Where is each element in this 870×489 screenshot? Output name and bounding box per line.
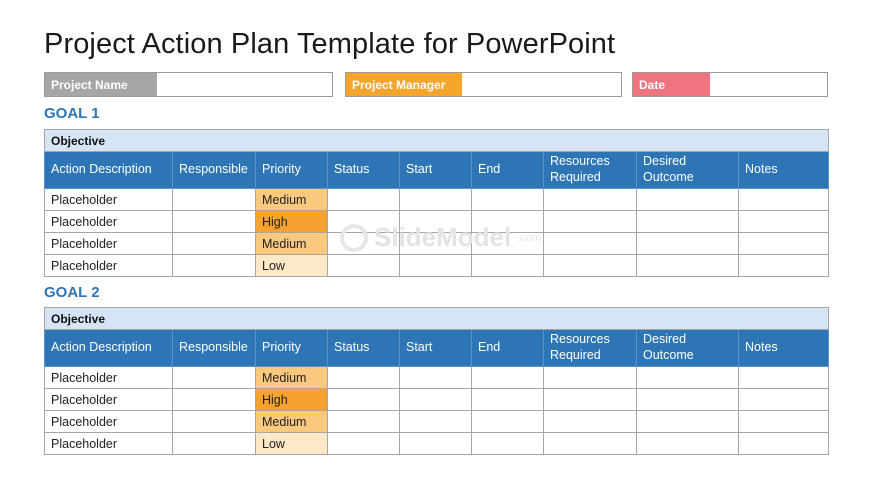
- date-input[interactable]: [710, 73, 827, 96]
- notes-cell[interactable]: [739, 367, 829, 389]
- goal-2-table: [44, 307, 829, 455]
- project-manager-input[interactable]: [462, 73, 621, 96]
- priority-cell[interactable]: High: [256, 211, 328, 233]
- action-cell[interactable]: Placeholder: [45, 367, 173, 389]
- resources-cell[interactable]: [544, 211, 637, 233]
- responsible-cell[interactable]: [173, 367, 256, 389]
- col-responsible: Responsible: [173, 152, 256, 189]
- responsible-cell[interactable]: [173, 433, 256, 455]
- col-end: End: [472, 152, 544, 189]
- resources-cell[interactable]: [544, 389, 637, 411]
- table-row: [45, 389, 829, 411]
- outcome-cell[interactable]: [637, 233, 739, 255]
- outcome-cell[interactable]: [637, 389, 739, 411]
- col-action-description: Action Description: [45, 330, 173, 367]
- table-row: [45, 233, 829, 255]
- table-row: [45, 367, 829, 389]
- goal-1-title: GOAL 1: [44, 105, 100, 122]
- date-label: Date: [633, 73, 710, 96]
- table-row: [45, 255, 829, 277]
- col-start: Start: [400, 330, 472, 367]
- notes-cell[interactable]: [739, 255, 829, 277]
- start-cell[interactable]: [400, 233, 472, 255]
- start-cell[interactable]: [400, 411, 472, 433]
- status-cell[interactable]: [328, 411, 400, 433]
- responsible-cell[interactable]: [173, 255, 256, 277]
- end-cell[interactable]: [472, 389, 544, 411]
- col-priority: Priority: [256, 152, 328, 189]
- date-field[interactable]: [632, 72, 828, 97]
- responsible-cell[interactable]: [173, 411, 256, 433]
- end-cell[interactable]: [472, 411, 544, 433]
- notes-cell[interactable]: [739, 411, 829, 433]
- watermark-text: SlideModel: [374, 222, 512, 252]
- project-name-label: Project Name: [45, 73, 157, 96]
- action-cell[interactable]: Placeholder: [45, 255, 173, 277]
- status-cell[interactable]: [328, 433, 400, 455]
- table-row: [45, 211, 829, 233]
- responsible-cell[interactable]: [173, 233, 256, 255]
- priority-cell[interactable]: Medium: [256, 233, 328, 255]
- end-cell[interactable]: [472, 211, 544, 233]
- start-cell[interactable]: [400, 389, 472, 411]
- start-cell[interactable]: [400, 255, 472, 277]
- notes-cell[interactable]: [739, 211, 829, 233]
- action-cell[interactable]: Placeholder: [45, 411, 173, 433]
- notes-cell[interactable]: [739, 433, 829, 455]
- end-cell[interactable]: [472, 433, 544, 455]
- table-row: [45, 411, 829, 433]
- resources-cell[interactable]: [544, 411, 637, 433]
- end-cell[interactable]: [472, 233, 544, 255]
- col-resources-required: Resources Required: [544, 330, 637, 367]
- col-action-description: Action Description: [45, 152, 173, 189]
- status-cell[interactable]: [328, 367, 400, 389]
- outcome-cell[interactable]: [637, 433, 739, 455]
- resources-cell[interactable]: [544, 255, 637, 277]
- priority-cell[interactable]: Medium: [256, 411, 328, 433]
- action-cell[interactable]: Placeholder: [45, 189, 173, 211]
- project-manager-label: Project Manager: [346, 73, 462, 96]
- goal-1-objective: Objective: [45, 130, 829, 152]
- responsible-cell[interactable]: [173, 189, 256, 211]
- notes-cell[interactable]: [739, 233, 829, 255]
- goal-1-table: [44, 129, 829, 277]
- col-notes: Notes: [739, 330, 829, 367]
- start-cell[interactable]: [400, 367, 472, 389]
- end-cell[interactable]: [472, 189, 544, 211]
- goal-1-header-row: [45, 152, 829, 189]
- watermark-suffix: .com: [517, 231, 542, 244]
- col-end: End: [472, 330, 544, 367]
- start-cell[interactable]: [400, 211, 472, 233]
- status-cell[interactable]: [328, 233, 400, 255]
- col-status: Status: [328, 330, 400, 367]
- priority-cell[interactable]: Medium: [256, 189, 328, 211]
- project-name-input[interactable]: [157, 73, 332, 96]
- start-cell[interactable]: [400, 189, 472, 211]
- col-resources-required: Resources Required: [544, 152, 637, 189]
- goal-2-title: GOAL 2: [44, 284, 100, 301]
- notes-cell[interactable]: [739, 189, 829, 211]
- outcome-cell[interactable]: [637, 255, 739, 277]
- goal-2-header-row: [45, 330, 829, 367]
- outcome-cell[interactable]: [637, 211, 739, 233]
- priority-cell[interactable]: High: [256, 389, 328, 411]
- outcome-cell[interactable]: [637, 411, 739, 433]
- status-cell[interactable]: [328, 211, 400, 233]
- outcome-cell[interactable]: [637, 189, 739, 211]
- status-cell[interactable]: [328, 389, 400, 411]
- status-cell[interactable]: [328, 189, 400, 211]
- action-cell[interactable]: Placeholder: [45, 233, 173, 255]
- action-cell[interactable]: Placeholder: [45, 389, 173, 411]
- slide-title: Project Action Plan Template for PowerPoint: [44, 28, 616, 60]
- col-status: Status: [328, 152, 400, 189]
- table-row: [45, 433, 829, 455]
- status-cell[interactable]: [328, 255, 400, 277]
- goal-2-objective: Objective: [45, 308, 829, 330]
- action-cell[interactable]: Placeholder: [45, 211, 173, 233]
- project-name-field[interactable]: [44, 72, 333, 97]
- resources-cell[interactable]: [544, 233, 637, 255]
- priority-cell[interactable]: Low: [256, 433, 328, 455]
- outcome-cell[interactable]: [637, 367, 739, 389]
- col-responsible: Responsible: [173, 330, 256, 367]
- priority-cell[interactable]: Low: [256, 255, 328, 277]
- notes-cell[interactable]: [739, 389, 829, 411]
- resources-cell[interactable]: [544, 433, 637, 455]
- col-priority: Priority: [256, 330, 328, 367]
- end-cell[interactable]: [472, 367, 544, 389]
- col-notes: Notes: [739, 152, 829, 189]
- priority-cell[interactable]: Medium: [256, 367, 328, 389]
- start-cell[interactable]: [400, 433, 472, 455]
- col-desired-outcome: Desired Outcome: [637, 330, 739, 367]
- end-cell[interactable]: [472, 255, 544, 277]
- resources-cell[interactable]: [544, 367, 637, 389]
- action-cell[interactable]: Placeholder: [45, 433, 173, 455]
- project-manager-field[interactable]: [345, 72, 622, 97]
- col-start: Start: [400, 152, 472, 189]
- resources-cell[interactable]: [544, 189, 637, 211]
- table-row: [45, 189, 829, 211]
- responsible-cell[interactable]: [173, 389, 256, 411]
- responsible-cell[interactable]: [173, 211, 256, 233]
- col-desired-outcome: Desired Outcome: [637, 152, 739, 189]
